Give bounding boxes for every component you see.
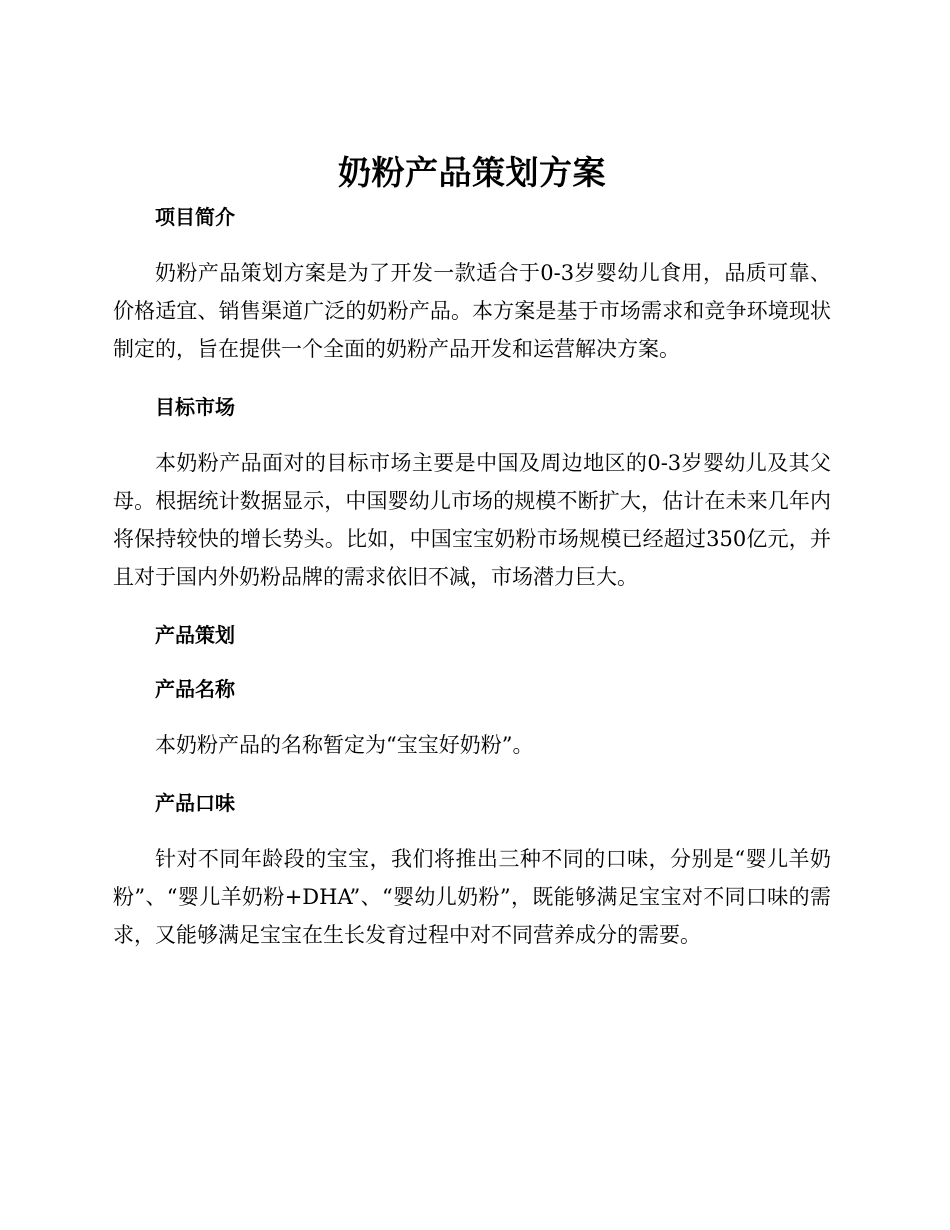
section-paragraph-product-name: 本奶粉产品的名称暂定为“宝宝好奶粉”。 bbox=[155, 733, 534, 757]
section-heading-target-market: 目标市场 bbox=[155, 395, 235, 419]
section-heading-product-name: 产品名称 bbox=[155, 677, 235, 701]
section-heading-project-intro: 项目简介 bbox=[155, 205, 235, 229]
section-paragraph-product-flavor: 针对不同年龄段的宝宝，我们将推出三种不同的口味，分别是“婴儿羊奶粉”、“婴儿羊奶粉+DHA”、“婴幼儿奶粉”，既能够满足宝宝对不同口味的需求，又能够满足宝宝在生长发育过程中对不同营养成分的需要。 bbox=[113, 847, 831, 947]
section-heading-product-flavor: 产品口味 bbox=[155, 791, 235, 815]
section-paragraph-project-intro: 奶粉产品策划方案是为了开发一款适合于0-3岁婴幼儿食用，品质可靠、价格适宜、销售渠道广泛的奶粉产品。本方案是基于市场需求和竞争环境现状制定的，旨在提供一个全面的奶粉产品开发和运营解决方案。 bbox=[113, 261, 831, 361]
document-title: 奶粉产品策划方案 bbox=[338, 153, 606, 192]
document-body bbox=[113, 148, 831, 976]
section-heading-product-planning: 产品策划 bbox=[155, 623, 235, 647]
section-paragraph-target-market: 本奶粉产品面对的目标市场主要是中国及周边地区的0-3岁婴幼儿及其父母。根据统计数据显示，中国婴幼儿市场的规模不断扩大，估计在未来几年内将保持较快的增长势头。比如，中国宝宝奶粉市场规模已经超过350亿元，并且对于国内外奶粉品牌的需求依旧不减，市场潜力巨大。 bbox=[113, 451, 831, 589]
